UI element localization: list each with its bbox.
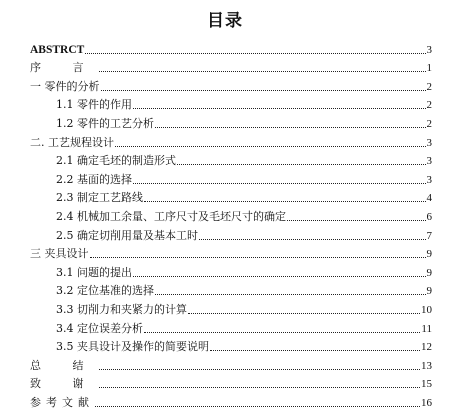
- toc-entry-label: 序 言: [30, 61, 98, 75]
- dot-leader: [188, 313, 420, 314]
- dot-leader: [99, 71, 426, 72]
- toc-entry-page-number: 10: [421, 303, 432, 316]
- dot-leader: [85, 53, 425, 54]
- toc-entry[interactable]: [30, 75, 432, 94]
- toc-entry-page-number: 7: [426, 229, 432, 242]
- dot-leader: [144, 332, 420, 333]
- toc-entry-label: 3.4 定位误差分析: [56, 321, 143, 335]
- dot-leader: [287, 220, 426, 221]
- toc-entry[interactable]: [30, 168, 432, 187]
- dot-leader: [177, 164, 426, 165]
- dot-leader: [133, 183, 426, 184]
- toc-entry-page-number: 13: [421, 359, 432, 372]
- toc-entry[interactable]: [30, 261, 432, 280]
- toc-entry-label: 致 谢: [30, 377, 98, 391]
- toc-entry-page-number: 3: [426, 155, 432, 168]
- dot-leader: [95, 406, 420, 407]
- dot-leader: [210, 350, 420, 351]
- toc-entry-page-number: 4: [426, 192, 432, 205]
- toc-entry-label: 1.1 零件的作用: [56, 98, 132, 112]
- toc-entry-label: 三 夹具设计: [30, 247, 89, 261]
- toc-entry-page-number: 16: [421, 396, 432, 409]
- toc-entry-label: 3.5 夹具设计及操作的简要说明: [56, 340, 209, 354]
- toc-entry-page-number: 6: [426, 210, 432, 223]
- toc-entry[interactable]: [30, 205, 432, 224]
- dot-leader: [199, 239, 426, 240]
- toc-entry-label: 参考文献: [30, 395, 94, 409]
- toc-entry-page-number: 2: [426, 80, 432, 93]
- toc-entry[interactable]: [30, 187, 432, 206]
- toc-entry-page-number: 15: [421, 378, 432, 391]
- dot-leader: [115, 146, 426, 147]
- toc-entry-label: 2.5 确定切削用量及基本工时: [56, 228, 198, 242]
- dot-leader: [99, 387, 421, 388]
- toc-entry-page-number: 12: [421, 341, 432, 354]
- dot-leader: [133, 108, 426, 109]
- toc-entry[interactable]: [30, 57, 432, 76]
- toc-entry[interactable]: [30, 243, 432, 262]
- toc-entry[interactable]: [30, 373, 432, 392]
- dot-leader: [155, 294, 426, 295]
- toc-entry-label: 二. 工艺规程设计: [30, 135, 114, 149]
- dot-leader: [99, 369, 421, 370]
- dot-leader: [133, 276, 426, 277]
- toc-entry-label: 2.3 制定工艺路线: [56, 191, 143, 205]
- toc-entry[interactable]: [30, 391, 432, 410]
- dot-leader: [155, 127, 426, 128]
- table-of-contents: [30, 38, 432, 410]
- dot-leader: [144, 201, 426, 202]
- dot-leader: [90, 257, 426, 258]
- page-title: 目录: [207, 11, 243, 31]
- toc-entry[interactable]: [30, 354, 432, 373]
- toc-entry[interactable]: [30, 298, 432, 317]
- toc-entry-label: ABSTRCT: [30, 43, 85, 56]
- toc-entry[interactable]: [30, 131, 432, 150]
- toc-entry-page-number: 3: [426, 173, 432, 186]
- toc-entry[interactable]: [30, 224, 432, 243]
- toc-entry-page-number: 3: [426, 136, 432, 149]
- toc-entry[interactable]: [30, 280, 432, 299]
- toc-entry-label: 2.2 基面的选择: [56, 172, 132, 186]
- toc-entry-page-number: 1: [426, 62, 432, 75]
- toc-entry[interactable]: [30, 94, 432, 113]
- toc-entry[interactable]: [30, 112, 432, 131]
- toc-entry-label: 3.1 问题的提出: [56, 265, 132, 279]
- toc-entry-label: 2.1 确定毛坯的制造形式: [56, 154, 176, 168]
- toc-entry[interactable]: [30, 38, 432, 57]
- toc-entry-label: 3.2 定位基准的选择: [56, 284, 154, 298]
- toc-entry[interactable]: [30, 150, 432, 169]
- toc-entry-page-number: 9: [426, 248, 432, 261]
- toc-entry[interactable]: [30, 317, 432, 336]
- toc-entry-label: 2.4 机械加工余量、工序尺寸及毛坯尺寸的确定: [56, 209, 286, 223]
- toc-entry[interactable]: [30, 336, 432, 355]
- toc-entry-page-number: 11: [421, 322, 432, 335]
- toc-entry-page-number: 2: [426, 117, 432, 130]
- toc-entry-page-number: 9: [426, 266, 432, 279]
- toc-entry-label: 1.2 零件的工艺分析: [56, 116, 154, 130]
- toc-entry-label: 3.3 切削力和夹紧力的计算: [56, 302, 187, 316]
- toc-entry-page-number: 9: [426, 285, 432, 298]
- toc-entry-label: 一 零件的分析: [30, 79, 100, 93]
- dot-leader: [101, 90, 426, 91]
- toc-entry-label: 总 结: [30, 358, 98, 372]
- toc-entry-page-number: 3: [426, 43, 432, 56]
- toc-entry-page-number: 2: [426, 99, 432, 112]
